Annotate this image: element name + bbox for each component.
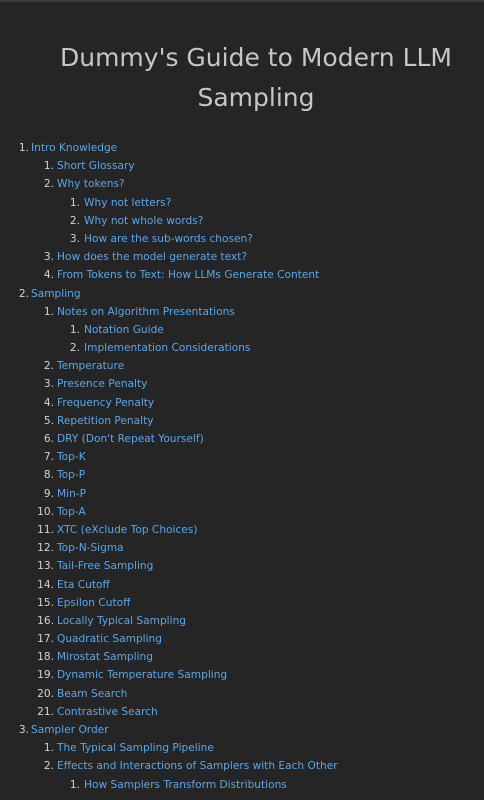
toc-link[interactable]: How Samplers Transform Distributions <box>84 778 287 791</box>
toc-link[interactable]: Top-N-Sigma <box>57 542 124 555</box>
toc-item-number: 1. <box>69 196 80 209</box>
toc-item-number: 14. <box>37 578 54 591</box>
toc-link[interactable]: How does the model generate text? <box>57 251 248 264</box>
toc-item <box>0 648 484 666</box>
table-of-contents <box>0 139 484 794</box>
toc-item-number: 19. <box>37 669 54 682</box>
toc-item <box>0 739 484 757</box>
toc-item <box>0 685 484 703</box>
toc-item <box>0 666 484 684</box>
toc-item-number: 6. <box>43 433 54 445</box>
toc-item <box>0 357 484 375</box>
toc-link[interactable]: Top-P <box>57 469 86 482</box>
toc-item-number: 1. <box>69 323 80 336</box>
toc-link[interactable]: Intro Knowledge <box>31 142 118 154</box>
toc-item <box>0 230 484 248</box>
toc-item <box>0 321 484 339</box>
toc-item <box>0 521 484 539</box>
toc-link[interactable]: Frequency Penalty <box>57 396 155 409</box>
toc-item <box>0 721 484 739</box>
toc-item <box>0 539 484 557</box>
toc-item-number: 17. <box>37 633 54 646</box>
toc-item-number: 1. <box>43 742 54 755</box>
toc-item-number: 20. <box>37 687 54 700</box>
toc-item <box>0 212 484 230</box>
toc-item <box>0 248 484 266</box>
toc-item <box>0 503 484 521</box>
toc-link[interactable]: Repetition Penalty <box>57 414 154 427</box>
toc-link[interactable]: Quadratic Sampling <box>57 633 162 646</box>
toc-item <box>0 757 484 775</box>
toc-item <box>0 703 484 721</box>
toc-link[interactable]: XTC (eXclude Top Choices) <box>57 523 198 536</box>
toc-link[interactable]: Effects and Interactions of Samplers with Each Other <box>57 760 338 773</box>
toc-item-number: 3. <box>69 232 80 245</box>
toc-link[interactable]: Contrastive Search <box>57 705 158 718</box>
toc-item-number: 1. <box>43 305 54 318</box>
toc-link[interactable]: Notation Guide <box>84 323 164 336</box>
toc-item <box>0 139 484 157</box>
toc-link[interactable]: Sampler Order <box>31 724 109 736</box>
toc-item-number: 12. <box>37 542 54 555</box>
toc-item <box>0 339 484 357</box>
toc-link[interactable]: Sampling <box>31 287 81 300</box>
toc-item-number: 3. <box>43 378 54 391</box>
toc-item-number: 2. <box>43 178 54 191</box>
toc-item-number: 1. <box>18 142 29 154</box>
toc-item <box>0 594 484 612</box>
toc-link[interactable]: Locally Typical Sampling <box>57 614 187 627</box>
toc-item-number: 7. <box>43 451 54 464</box>
toc-item-number: 21. <box>37 705 54 718</box>
toc-item <box>0 157 484 175</box>
toc-link[interactable]: The Typical Sampling Pipeline <box>57 742 214 755</box>
toc-item-number: 16. <box>37 614 54 627</box>
toc-link[interactable]: Implementation Considerations <box>84 342 251 355</box>
toc-item-number: 15. <box>37 596 54 609</box>
toc-item <box>0 412 484 430</box>
toc-item-number: 11. <box>37 523 54 536</box>
toc-link[interactable]: Min-P <box>57 487 87 500</box>
toc-link[interactable]: Short Glossary <box>57 160 135 173</box>
toc-item <box>0 485 484 503</box>
toc-item-number: 8. <box>43 469 54 482</box>
toc-item-number: 4. <box>43 269 54 282</box>
toc-link[interactable]: Notes on Algorithm Presentations <box>57 305 235 318</box>
toc-item <box>0 612 484 630</box>
toc-link[interactable]: Eta Cutoff <box>57 578 110 591</box>
toc-item <box>0 576 484 594</box>
toc-link[interactable]: How are the sub-words chosen? <box>84 232 253 245</box>
toc-link[interactable]: Presence Penalty <box>57 378 148 391</box>
toc-link[interactable]: Epsilon Cutoff <box>57 596 131 609</box>
toc-item <box>0 303 484 321</box>
top-border <box>0 0 484 2</box>
toc-link[interactable]: Temperature <box>57 360 125 373</box>
toc-link[interactable]: Mirostat Sampling <box>57 651 153 664</box>
toc-item-number: 2. <box>43 360 54 373</box>
toc-item <box>0 430 484 448</box>
toc-link[interactable]: DRY (Don't Repeat Yourself) <box>57 433 204 445</box>
toc-item-number: 9. <box>43 487 54 500</box>
toc-item-number: 2. <box>69 214 80 227</box>
toc-item-number: 3. <box>43 251 54 264</box>
toc-item-number: 2. <box>69 342 80 355</box>
toc-link[interactable]: Why tokens? <box>57 178 125 191</box>
toc-item-number: 5. <box>43 414 54 427</box>
toc-item <box>0 630 484 648</box>
toc-item <box>0 375 484 393</box>
toc-link[interactable]: Beam Search <box>57 687 128 700</box>
toc-item <box>0 394 484 412</box>
toc-item-number: 3. <box>18 724 29 736</box>
toc-link[interactable]: Tail-Free Sampling <box>57 560 154 573</box>
page-title: Dummy's Guide to Modern LLM Sampling <box>59 43 453 112</box>
toc-item <box>0 466 484 484</box>
toc-item-number: 4. <box>43 396 54 409</box>
toc-link[interactable]: Why not letters? <box>84 196 172 209</box>
toc-link[interactable]: From Tokens to Text: How LLMs Generate Content <box>57 269 320 282</box>
toc-link[interactable]: Dynamic Temperature Sampling <box>57 669 228 682</box>
toc-item-number: 10. <box>37 505 54 518</box>
toc-item <box>0 557 484 575</box>
toc-item <box>0 266 484 284</box>
toc-link[interactable]: Why not whole words? <box>84 214 204 227</box>
toc-item-number: 2. <box>18 287 29 300</box>
toc-item-number: 1. <box>43 160 54 173</box>
toc-item <box>0 448 484 466</box>
toc-item-number: 18. <box>37 651 54 664</box>
toc-item <box>0 285 484 303</box>
toc-item <box>0 175 484 193</box>
toc-item <box>0 194 484 212</box>
toc-link[interactable]: Top-A <box>57 505 86 518</box>
toc-link[interactable]: Top-K <box>57 451 86 464</box>
toc-item-number: 1. <box>69 778 80 791</box>
toc-item-number: 13. <box>37 560 54 573</box>
toc-item-number: 2. <box>43 760 54 773</box>
toc-item <box>0 776 484 794</box>
